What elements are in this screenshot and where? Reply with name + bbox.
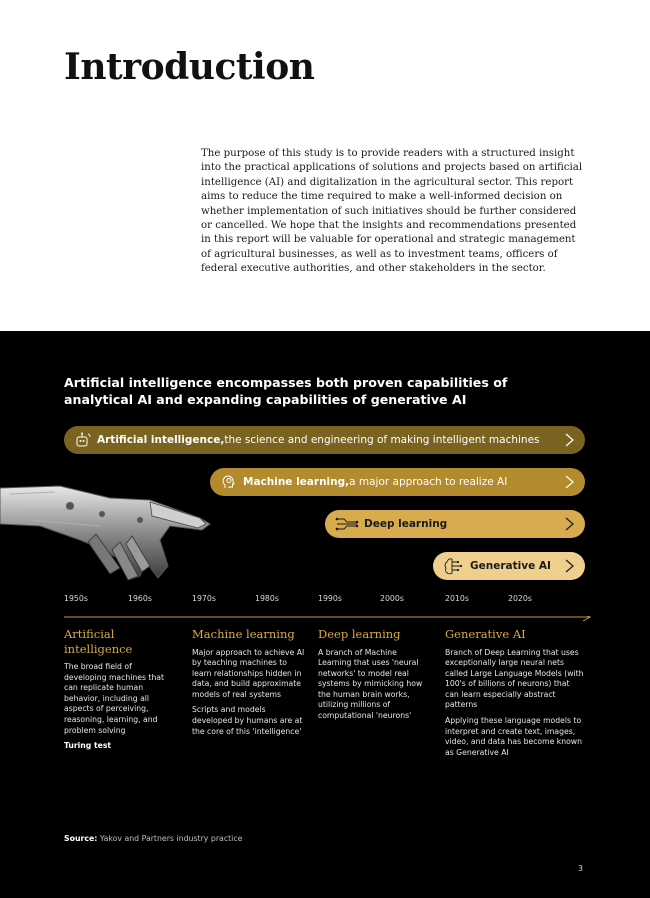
- chevron-right-icon: [562, 474, 576, 490]
- column-generative-ai: [445, 627, 585, 763]
- column-heading: Artificial intelligence: [64, 627, 133, 656]
- column-text: The broad field of developing machines that can replicate human behavior, including all aspects of perceiving, reasoning, learning, and problem solving: [64, 662, 165, 735]
- white-header-section: [0, 0, 650, 331]
- decade-label: 1990s: [318, 594, 342, 603]
- bar-generative-ai: [433, 552, 585, 580]
- column-text: Major approach to achieve AI by teaching machines to learn relationships hidden in data, and build approximate models of real systems: [192, 647, 305, 699]
- column-strong-text: Turing test: [64, 741, 112, 751]
- column-heading: Machine learning: [192, 627, 295, 641]
- decade-label: 1950s: [64, 594, 88, 603]
- bar-artificial-intelligence: [64, 426, 585, 454]
- column-text: Scripts and models developed by humans are at the core of this 'intelligence': [192, 705, 303, 736]
- bar-rest-label: a major approach to realize AI: [349, 476, 508, 488]
- bar-rest-label: the science and engineering of making intelligent machines: [224, 434, 540, 446]
- decade-label: 1980s: [255, 594, 279, 603]
- decade-label: 1960s: [128, 594, 152, 603]
- timeline-arrow: [64, 616, 591, 626]
- column-deep-learning: [318, 627, 430, 727]
- decade-label: 2010s: [445, 594, 469, 603]
- circuit-icon: [335, 515, 359, 533]
- page-number: 3: [578, 864, 583, 873]
- brain-circuit-icon: [443, 557, 465, 575]
- brain-gear-icon: [220, 473, 238, 491]
- column-text: Branch of Deep Learning that uses exceptionally large neural nets called Large Language Models (with 100's of billions of neurons) that can learn especially abstract patterns: [445, 647, 584, 710]
- column-text: Applying these language models to interpret and create text, images, video, and data has become known as Generative AI: [445, 716, 582, 757]
- column-text: A branch of Machine Learning that uses 'neural networks' to model real systems by mimicking how the human brain works, utilizing millions of computational 'neurons': [318, 647, 423, 721]
- bar-bold-label: Deep learning: [364, 518, 448, 530]
- decade-label: 1970s: [192, 594, 216, 603]
- column-heading: Deep learning: [318, 627, 401, 641]
- column-artificial-intelligence: [64, 627, 176, 757]
- chevron-right-icon: [562, 516, 576, 532]
- source-note: [64, 834, 242, 843]
- chevron-right-icon: [562, 432, 576, 448]
- diagram-headline: Artificial intelligence encompasses both proven capabilities of analytical AI and expanding capabilities of generative AI: [64, 375, 508, 407]
- decade-label: 2020s: [508, 594, 532, 603]
- intro-paragraph: The purpose of this study is to provide readers with a structured insight into the practical applications of solutions and projects based on artificial intelligence (AI) and digitalization in the agricultural sector. This report aims to reduce the time required to make a well-informed decision on whether implementation of such initiatives should be further considered or cancelled. We hope that the insights and recommendations presented in this report will be valuable for operational and strategic management of agricultural businesses, as well as to investment teams, officers of federal executive authorities, and other stakeholders in the sector.: [201, 148, 583, 275]
- bar-bold-label: Generative AI: [470, 560, 551, 572]
- page-title: Introduction: [64, 46, 315, 88]
- robot-hand-illustration: [0, 480, 215, 585]
- robot-icon: [74, 431, 92, 449]
- source-label: Source:: [64, 834, 98, 843]
- column-heading: Generative AI: [445, 627, 526, 641]
- bar-bold-label: Artificial intelligence,: [97, 434, 225, 446]
- column-machine-learning: [192, 627, 308, 742]
- decade-label: 2000s: [380, 594, 404, 603]
- bar-bold-label: Machine learning,: [243, 476, 350, 488]
- bar-machine-learning: [210, 468, 585, 496]
- chevron-right-icon: [562, 558, 576, 574]
- bar-deep-learning: [325, 510, 585, 538]
- source-text: Yakov and Partners industry practice: [97, 834, 243, 843]
